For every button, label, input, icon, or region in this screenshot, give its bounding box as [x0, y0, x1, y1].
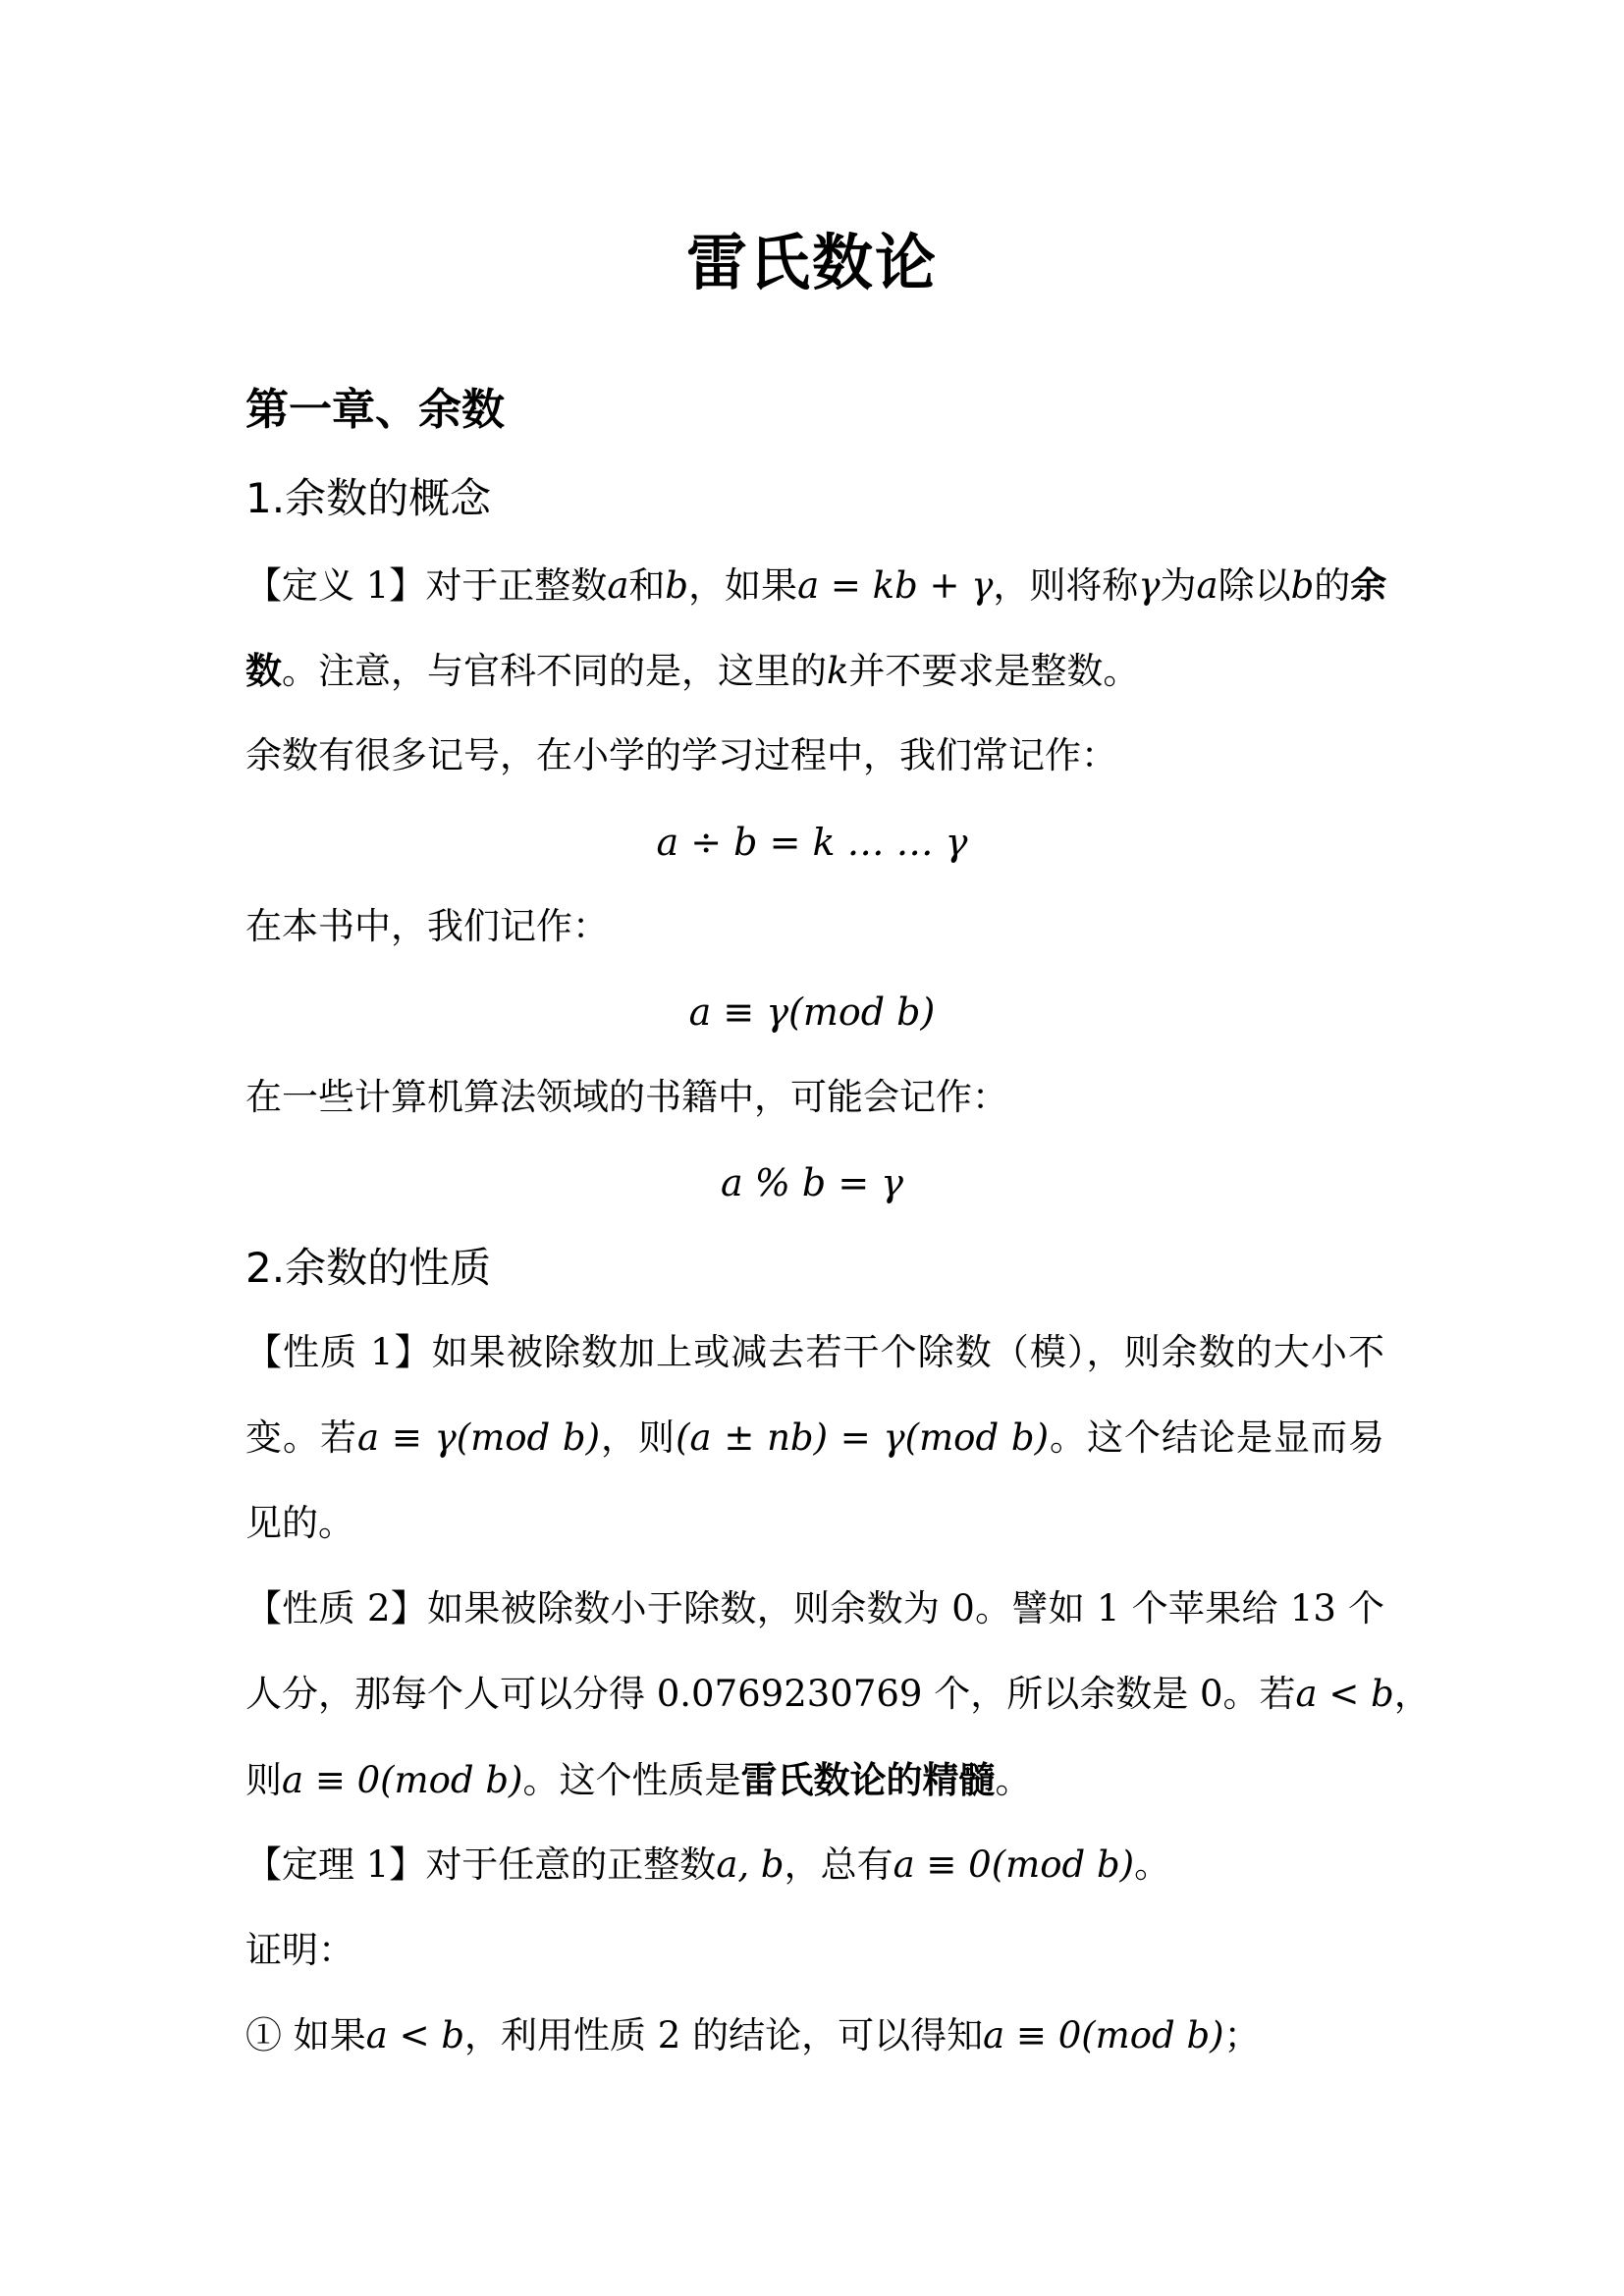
property-text: 如果被除数小于除数，则余数为 0。譬如 1 个苹果给 13 个 [427, 1587, 1384, 1629]
definition-text: 并不要求是整数。 [848, 650, 1140, 692]
theorem-text: ，总有 [784, 1843, 893, 1886]
math-var: a [1196, 564, 1218, 607]
proof-text: 如果 [282, 2014, 366, 2056]
math-expression: a < b [365, 2014, 465, 2056]
definition-text: 的 [1314, 564, 1351, 607]
property-text: 。这个性质是 [522, 1759, 741, 1801]
property-text: 。 [995, 1759, 1032, 1801]
property-text: 变。若 [245, 1416, 357, 1459]
property-text: ，则 [600, 1416, 677, 1459]
property-tag: 【性质 1】 [245, 1331, 432, 1373]
proof-label: 证明： [245, 1929, 354, 1971]
chapter-heading: 第一章、余数 [245, 385, 505, 435]
page-title: 雷氏数论 [685, 227, 938, 298]
definition-text: ，如果 [688, 564, 798, 607]
math-expression: a, b [716, 1843, 785, 1886]
definition-text: 对于正整数 [425, 564, 608, 607]
definition-text: 除以 [1218, 564, 1291, 607]
property-text: 则 [245, 1759, 282, 1801]
math-expression: a ≡ 0(mod b) [282, 1759, 523, 1801]
math-var: k [827, 650, 849, 692]
property-text: ， [1393, 1673, 1431, 1715]
property-1-line-2 [245, 1411, 1384, 1466]
definition-1-line-1 [245, 558, 1387, 614]
property-text: 人分，那每个人可以分得 0.0769230769 个，所以余数是 0。若 [245, 1673, 1296, 1715]
property-2-line-3 [245, 1752, 1384, 1808]
math-expression: a = kb + γ [797, 564, 994, 607]
math-var: b [665, 564, 689, 607]
definition-text: 。注意，与官科不同的是，这里的 [282, 650, 827, 692]
formula-congruence: a ≡ γ(mod b) [688, 990, 936, 1034]
math-expression: a < b [1295, 1673, 1394, 1715]
math-expression: (a ± nb) = γ(mod b) [676, 1416, 1050, 1459]
math-expression: a ≡ 0(mod b) [983, 2014, 1224, 2056]
definition-1-line-2 [245, 643, 1384, 699]
theorem-1 [245, 1838, 1384, 1893]
definition-tag: 【定义 1】 [245, 564, 426, 607]
property-2-line-1 [245, 1581, 1384, 1636]
math-var: b [1290, 564, 1315, 607]
math-expression: a ≡ γ(mod b) [357, 1416, 601, 1459]
theorem-text: 。 [1134, 1843, 1171, 1886]
property-text: 如果被除数加上或减去若干个除数（模），则余数的大小不 [431, 1331, 1384, 1373]
property-1-line-1 [245, 1325, 1384, 1380]
math-var: a [607, 564, 629, 607]
property-1-line-3: 见的。 [245, 1502, 354, 1544]
property-tag: 【性质 2】 [245, 1587, 428, 1629]
bold-term: 余 [1350, 563, 1387, 607]
definition-text: ，则将称 [993, 564, 1139, 607]
proof-step-1 [245, 2008, 1384, 2063]
paragraph-notation: 余数有很多记号，在小学的学习过程中，我们常记作： [245, 734, 1117, 776]
property-2-line-2 [245, 1667, 1431, 1722]
proof-text: ； [1223, 2014, 1261, 2056]
section-heading-2: 2.余数的性质 [245, 1244, 492, 1292]
bold-term: 数 [245, 649, 282, 692]
formula-division: a ÷ b = k … … γ [656, 821, 968, 864]
step-marker: ① [245, 2014, 282, 2056]
proof-text: ，利用性质 2 的结论，可以得知 [464, 2014, 984, 2056]
bold-term: 雷氏数论的精髓 [740, 1758, 996, 1801]
definition-text: 为 [1160, 564, 1197, 607]
math-var: γ [1138, 564, 1161, 607]
paragraph-computer-notation: 在一些计算机算法领域的书籍中，可能会记作： [245, 1076, 1008, 1118]
property-text: 。这个结论是显而易 [1049, 1416, 1385, 1459]
math-expression: a ≡ 0(mod b) [893, 1843, 1135, 1886]
definition-text: 和 [628, 564, 666, 607]
theorem-tag: 【定理 1】 [245, 1843, 426, 1886]
paragraph-book-notation: 在本书中，我们记作： [245, 905, 609, 947]
section-heading-1: 1.余数的概念 [245, 474, 492, 522]
formula-modulo: a % b = γ [721, 1161, 903, 1204]
theorem-text: 对于任意的正整数 [425, 1843, 717, 1886]
